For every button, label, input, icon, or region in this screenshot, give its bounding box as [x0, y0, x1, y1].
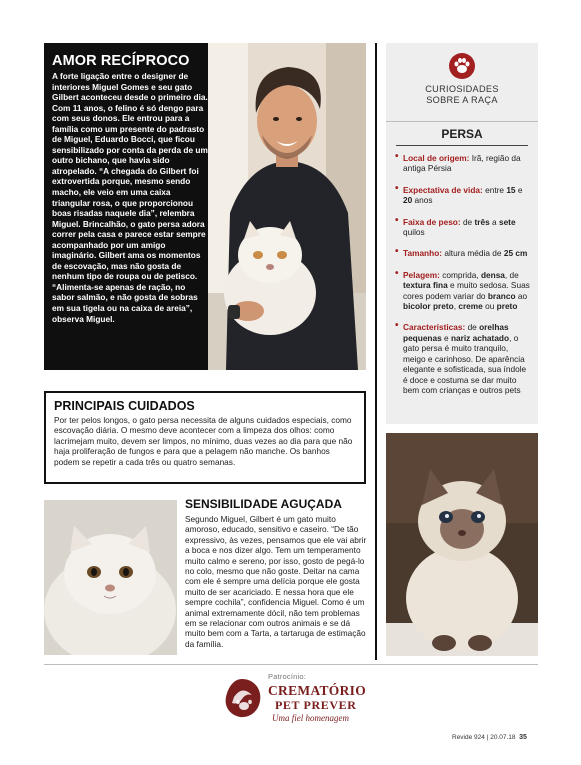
fact-text: entre — [482, 184, 507, 195]
breed-facts-sidebar — [386, 43, 538, 424]
paw-icon — [449, 53, 475, 79]
sidebar-kicker — [386, 84, 538, 106]
fact-value: três — [474, 216, 490, 227]
fact-text: altura média de — [442, 248, 504, 259]
page-number: 35 — [519, 734, 527, 741]
fact-label: Tamanho: — [403, 248, 443, 259]
folio-magazine: Revide 924 — [452, 734, 485, 741]
fact-value: 20 — [403, 195, 413, 206]
fact-text: , — [453, 301, 459, 312]
fact-life-expectancy — [395, 185, 531, 206]
care-title: PRINCIPAIS CUIDADOS — [54, 399, 195, 413]
fact-label: Expectativa de vida: — [403, 184, 483, 195]
fact-text: ou — [482, 301, 497, 312]
kicker-line-2: SOBRE A RAÇA — [426, 95, 498, 105]
care-body: Por ter pelos longos, o gato persa necessita de alguns cuidados especiais, como escovação diária. O mesmo deve acontecer com a limpeza dos olhos: como lacrimejam muito, devem ser limpos, no mínimo, duas vezes ao dia para que não haja proliferação de fungos e para que a pelagem não manche. Os banhos podem se repetir a cada três ou quatro semanas. — [54, 415, 353, 467]
fact-value: densa — [480, 269, 505, 280]
man-with-cat-illustration — [208, 43, 366, 370]
feature-body: A forte ligação entre o designer de interiores Miguel Gomes e seu gato Gilbert aconteceu desde o primeiro dia. Com 11 anos, o felino é só dengo para com seus donos. Ele entrou para a família como um presente do padrasto de Miguel, Eduardo Bocci, que ficou sensibilizado por conta da perda de um outro bichano, que havia sido atropelado. “A chegada do Gilbert foi extrovertida porque, mesmo sendo macho, ele veio em uma caixa triangular rosa, o que proporcionou boas risadas naquele dia”, relembra Miguel. Brincalhão, o gato persa adora correr pela casa e parece estar sempre acompanhado por um amigo imaginário. Gilbert ama os momentos de escovação, mas não gosta de nenhum tipo de roupa ou de petisco. “Alimenta-se apenas de ração, no sabor salmão, e não gosta de sobras em sua tigela ou na caixa de areia”, observa Miguel. — [52, 71, 208, 324]
folio-separator: | — [484, 734, 491, 741]
fact-size — [395, 248, 531, 258]
himalayan-kitten-photo — [386, 433, 538, 656]
feature-title: AMOR RECÍPROCO — [52, 53, 190, 69]
white-persian-cat-photo — [44, 500, 177, 655]
brand-name-line-1: CREMATÓRIO — [268, 683, 367, 698]
fact-coat — [395, 270, 531, 312]
fact-text: comprida, — [439, 269, 481, 280]
brand-name-line-2: PET PREVER — [275, 698, 357, 712]
man-with-cat-photo — [208, 43, 366, 370]
fact-text: e — [515, 184, 523, 195]
sensitivity-body: Segundo Miguel, Gilbert é um gato muito amoroso, educado, sensitivo e caseiro. “De tão expressivo, às vezes, pensamos que ele vai abrir a boca e nos dizer algo. Tem um temperamento muito calmo e sereno, por isso, gosto de pegá-lo no colo, mesmo que não goste. Deitar na cama com ele é sempre uma delícia porque ele gosta muito de ser acariciado. E nessa hora que ele sempre cochila”, confidencia Miguel. Como é um animal extremamente dócil, não tem problemas em se relacionar com outros animais e se dá muito bem com a Tarta, a tartaruga de estimação da família. — [185, 514, 367, 649]
fact-value: preto — [496, 301, 518, 312]
fact-text: anos — [412, 195, 433, 206]
pet-prever-logo — [220, 675, 265, 720]
white-cat-illustration — [44, 500, 177, 655]
kicker-line-1: CURIOSIDADES — [425, 84, 499, 94]
folio-date: 20.07.18 — [490, 734, 516, 741]
fact-value: creme — [458, 301, 483, 312]
fact-value: 15 — [506, 184, 516, 195]
fact-text: quilos — [403, 227, 425, 238]
fact-text: Irã, região da antiga Pérsia — [403, 153, 521, 174]
fact-value: textura fina — [403, 280, 448, 291]
fact-value: sete — [498, 216, 516, 227]
fact-text: , o gato persa é muito tranquilo, meigo e carinhoso. De aparência elegante e sofisticada, sua índole é doce e costuma se dar muito bem com crianças e outros pets — [403, 332, 527, 395]
fact-list — [395, 153, 531, 406]
fact-label: Características: — [403, 322, 466, 333]
fact-value: branco — [487, 290, 516, 301]
brand-tagline: Uma fiel homenagem — [272, 713, 349, 723]
sensitivity-title: SENSIBILIDADE AGUÇADA — [185, 497, 342, 511]
sponsor-label: Patrocínio: — [268, 672, 307, 681]
fact-text: e — [441, 332, 451, 343]
fact-text: de — [460, 216, 475, 227]
fact-text: , de — [504, 269, 519, 280]
fact-text: a — [489, 216, 499, 227]
footer-rule — [44, 664, 538, 665]
feature-text — [52, 53, 210, 324]
column-divider — [375, 43, 377, 660]
feature-box — [44, 43, 366, 370]
fact-label: Faixa de peso: — [403, 216, 461, 227]
fact-traits — [395, 322, 531, 395]
fact-text: de — [465, 322, 480, 333]
fact-value: nariz achatado — [450, 332, 510, 343]
breed-heading-rule — [396, 145, 528, 146]
fact-origin — [395, 153, 531, 174]
fact-value: orelhas pequenas — [403, 322, 509, 343]
fact-weight — [395, 217, 531, 238]
fact-label: Local de origem: — [403, 153, 470, 163]
care-box — [44, 391, 366, 484]
breed-heading: PERSA — [441, 127, 483, 141]
fact-value: bicolor preto — [403, 301, 454, 312]
fact-text: ao — [515, 290, 528, 301]
fact-text: e muito sedosa. Suas cores podem variar do — [403, 280, 530, 301]
kitten-illustration — [386, 433, 538, 656]
sensitivity-section — [185, 497, 368, 649]
fact-value: 25 cm — [503, 248, 528, 259]
sidebar-divider — [386, 121, 538, 122]
fact-label: Pelagem: — [403, 269, 440, 280]
page-folio — [452, 734, 527, 741]
